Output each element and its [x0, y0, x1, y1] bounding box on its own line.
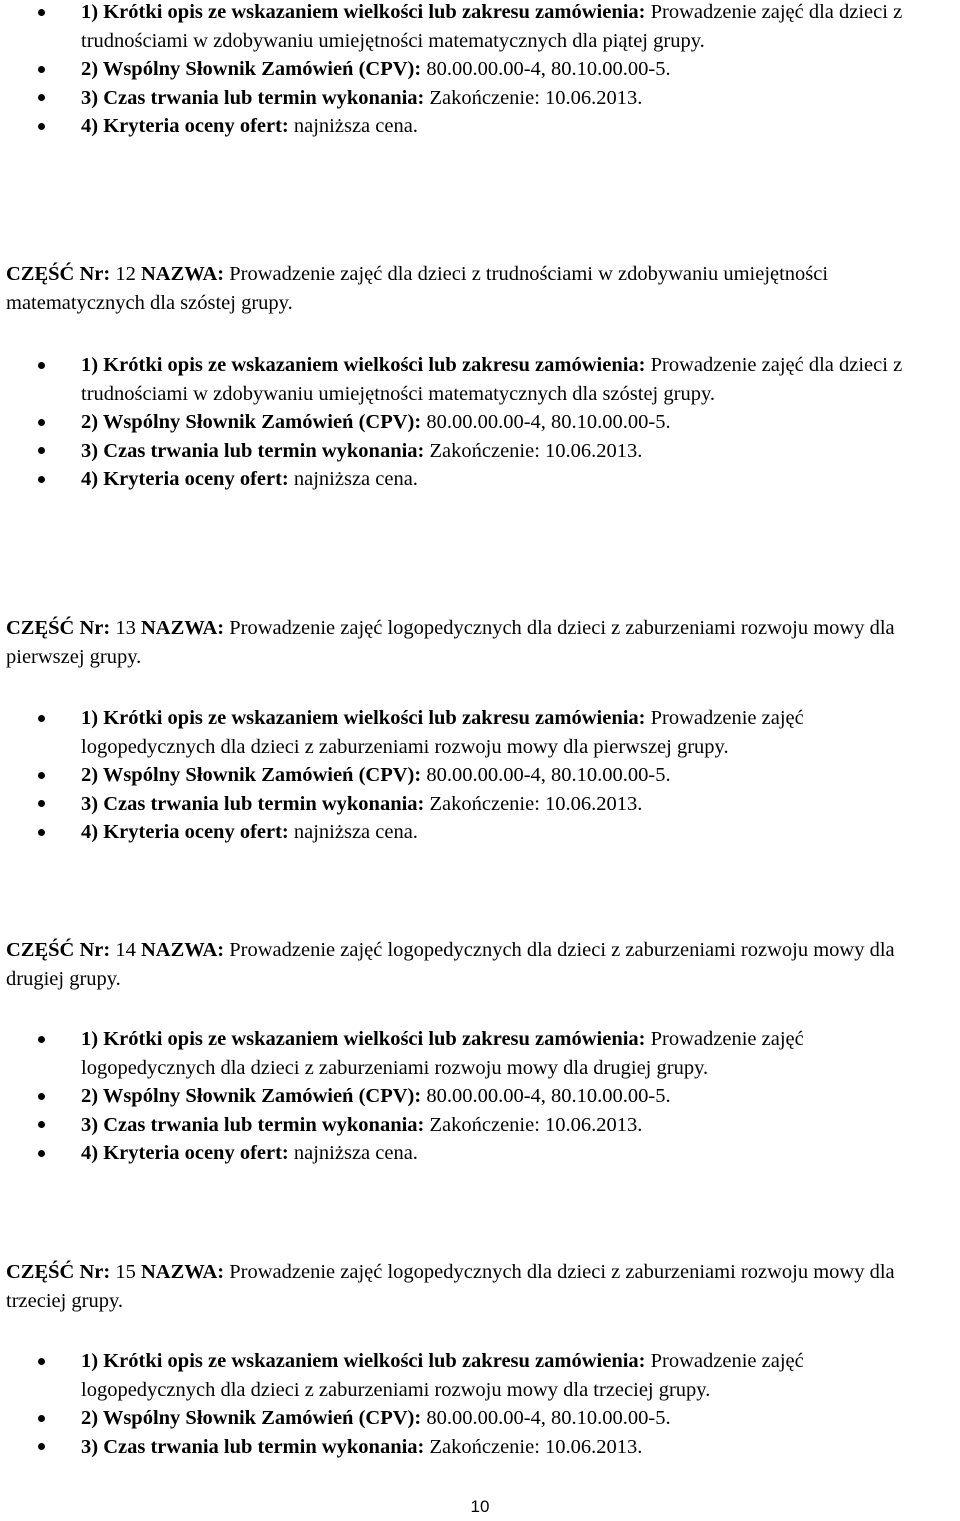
part-13-list [0, 704, 960, 847]
label-czesc: CZĘŚĆ Nr: [6, 939, 111, 961]
value-czas: Zakończenie: 10.06.2013. [429, 439, 643, 462]
list-item [0, 1347, 960, 1404]
value-opis: Prowadzenie zajęć logopedycznych dla dzieci z zaburzeniami rozwoju mowy dla drugiej grupy. [81, 1028, 804, 1079]
label-kryteria: 4) Kryteria oceny ofert: [81, 468, 289, 490]
part-15-heading [6, 1258, 946, 1315]
label-czas: 3) Czas trwania lub termin wykonania: [81, 1113, 425, 1136]
value-cpv: 80.00.00.00-4, 80.10.00.00-5. [426, 58, 671, 80]
value-czas: Zakończenie: 10.06.2013. [429, 1113, 643, 1136]
label-czas: 3) Czas trwania lub termin wykonania: [81, 439, 425, 462]
part-number: 15 [115, 1261, 136, 1283]
part-name: Prowadzenie zajęć logopedycznych dla dzieci z zaburzeniami rozwoju mowy dla pierwszej grupy. [6, 617, 895, 668]
label-opis: 1) Krótki opis ze wskazaniem wielkości lub zakresu zamówienia: [81, 1028, 646, 1050]
value-cpv: 80.00.00.00-4, 80.10.00.00-5. [426, 764, 671, 786]
value-czas: Zakończenie: 10.06.2013. [429, 1435, 643, 1458]
part-13-details [0, 704, 960, 847]
list-item [0, 790, 960, 819]
part-12-heading [6, 260, 946, 317]
value-cpv: 80.00.00.00-4, 80.10.00.00-5. [426, 411, 671, 433]
value-czas: Zakończenie: 10.06.2013. [429, 792, 643, 815]
part-14-list [0, 1025, 960, 1168]
label-cpv: 2) Wspólny Słownik Zamówień (CPV): [81, 1407, 422, 1429]
part-number: 12 [115, 263, 136, 285]
label-nazwa: NAZWA: [140, 1261, 225, 1283]
label-opis: 1) Krótki opis ze wskazaniem wielkości lub zakresu zamówienia: [81, 1, 646, 23]
label-kryteria: 4) Kryteria oceny ofert: [81, 115, 289, 137]
list-item [0, 1433, 960, 1462]
list-item [0, 1111, 960, 1140]
label-cpv: 2) Wspólny Słownik Zamówień (CPV): [81, 764, 422, 786]
part-14-details [0, 1025, 960, 1168]
part-number: 13 [115, 617, 136, 639]
part-11-details [0, 0, 960, 141]
list-item [0, 55, 960, 84]
part-name: Prowadzenie zajęć logopedycznych dla dzieci z zaburzeniami rozwoju mowy dla drugiej grupy. [6, 939, 895, 990]
label-czas: 3) Czas trwania lub termin wykonania: [81, 792, 425, 815]
page-number: 10 [470, 1497, 490, 1516]
part-14-heading [6, 936, 946, 993]
value-opis: Prowadzenie zajęć logopedycznych dla dzieci z zaburzeniami rozwoju mowy dla pierwszej grupy. [81, 707, 804, 758]
list-item [0, 0, 960, 55]
label-nazwa: NAZWA: [140, 617, 225, 639]
list-item [0, 465, 960, 494]
value-kryteria: najniższa cena. [293, 821, 418, 843]
part-12-list [0, 351, 960, 494]
list-item [0, 1139, 960, 1168]
part-15-list [0, 1347, 960, 1461]
label-opis: 1) Krótki opis ze wskazaniem wielkości lub zakresu zamówienia: [81, 1350, 646, 1372]
part-name: Prowadzenie zajęć dla dzieci z trudnościami w zdobywaniu umiejętności matematycznych dla szóstej grupy. [6, 263, 829, 314]
label-opis: 1) Krótki opis ze wskazaniem wielkości lub zakresu zamówienia: [81, 354, 646, 376]
label-czas: 3) Czas trwania lub termin wykonania: [81, 86, 425, 109]
list-item [0, 1404, 960, 1433]
list-item [0, 84, 960, 113]
value-opis: Prowadzenie zajęć dla dzieci z trudnościami w zdobywaniu umiejętności matematycznych dla szóstej grupy. [81, 354, 903, 405]
list-item [0, 408, 960, 437]
value-kryteria: najniższa cena. [293, 468, 418, 490]
part-11-list [0, 0, 960, 141]
label-czesc: CZĘŚĆ Nr: [6, 263, 111, 285]
label-nazwa: NAZWA: [140, 939, 225, 961]
list-item [0, 818, 960, 847]
label-cpv: 2) Wspólny Słownik Zamówień (CPV): [81, 58, 422, 80]
label-opis: 1) Krótki opis ze wskazaniem wielkości lub zakresu zamówienia: [81, 707, 646, 729]
list-item [0, 704, 960, 761]
list-item [0, 1082, 960, 1111]
part-12-details [0, 351, 960, 494]
value-czas: Zakończenie: 10.06.2013. [429, 86, 643, 109]
part-13-heading [6, 614, 946, 671]
value-opis: Prowadzenie zajęć dla dzieci z trudnościami w zdobywaniu umiejętności matematycznych dla piątej grupy. [81, 1, 903, 52]
part-name: Prowadzenie zajęć logopedycznych dla dzieci z zaburzeniami rozwoju mowy dla trzeciej grupy. [6, 1261, 895, 1312]
list-item [0, 437, 960, 466]
value-cpv: 80.00.00.00-4, 80.10.00.00-5. [426, 1407, 671, 1429]
label-czas: 3) Czas trwania lub termin wykonania: [81, 1435, 425, 1458]
list-item [0, 112, 960, 141]
list-item [0, 761, 960, 790]
label-czesc: CZĘŚĆ Nr: [6, 617, 111, 639]
part-15-details [0, 1347, 960, 1461]
value-cpv: 80.00.00.00-4, 80.10.00.00-5. [426, 1085, 671, 1107]
part-number: 14 [115, 939, 136, 961]
label-kryteria: 4) Kryteria oceny ofert: [81, 821, 289, 843]
label-nazwa: NAZWA: [140, 263, 225, 285]
value-kryteria: najniższa cena. [293, 115, 418, 137]
value-kryteria: najniższa cena. [293, 1142, 418, 1164]
label-cpv: 2) Wspólny Słownik Zamówień (CPV): [81, 1085, 422, 1107]
list-item [0, 351, 960, 408]
label-cpv: 2) Wspólny Słownik Zamówień (CPV): [81, 411, 422, 433]
value-opis: Prowadzenie zajęć logopedycznych dla dzieci z zaburzeniami rozwoju mowy dla trzeciej grupy. [81, 1350, 804, 1401]
list-item [0, 1025, 960, 1082]
label-kryteria: 4) Kryteria oceny ofert: [81, 1142, 289, 1164]
label-czesc: CZĘŚĆ Nr: [6, 1261, 111, 1283]
